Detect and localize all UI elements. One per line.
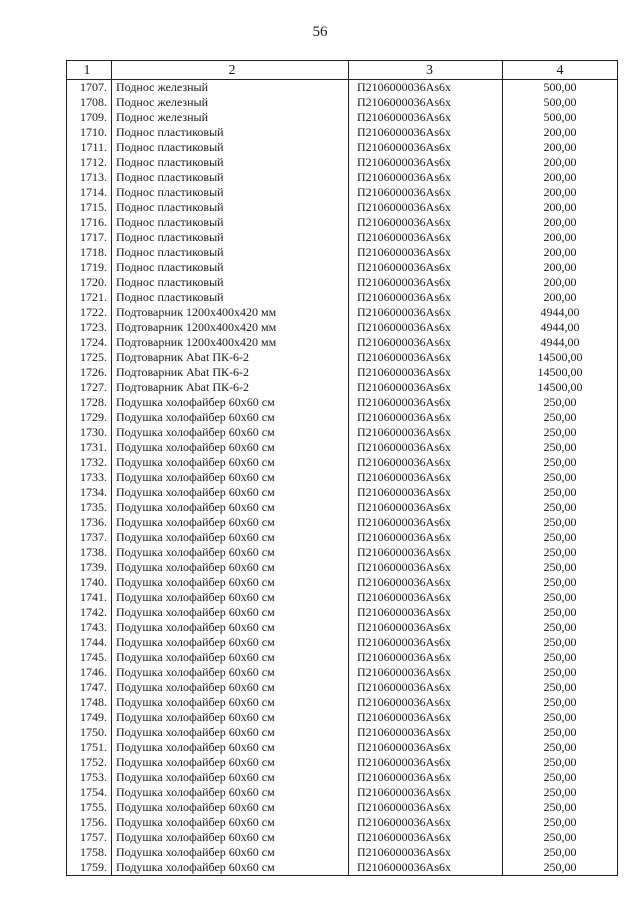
table-row xyxy=(67,500,618,515)
row-number: 1719. xyxy=(67,260,112,275)
row-number: 1714. xyxy=(67,185,112,200)
item-price: 200,00 xyxy=(503,215,618,230)
item-name: Подушка холофайбер 60x60 см xyxy=(112,695,349,710)
inventory-code: П2106000036Аs6х xyxy=(349,530,503,545)
item-price: 250,00 xyxy=(503,725,618,740)
inventory-code: П2106000036Аs6х xyxy=(349,215,503,230)
inventory-code: П2106000036Аs6х xyxy=(349,275,503,290)
item-name: Поднос пластиковый xyxy=(112,215,349,230)
item-price: 250,00 xyxy=(503,470,618,485)
item-name: Подтоварник Abat ПК-6-2 xyxy=(112,350,349,365)
table-row xyxy=(67,410,618,425)
inventory-code: П2106000036Аs6х xyxy=(349,95,503,110)
table-header-row xyxy=(67,61,618,80)
table-row xyxy=(67,455,618,470)
item-name: Подушка холофайбер 60x60 см xyxy=(112,560,349,575)
table-row xyxy=(67,185,618,200)
table-row xyxy=(67,140,618,155)
row-number: 1759. xyxy=(67,860,112,876)
item-name: Поднос пластиковый xyxy=(112,140,349,155)
item-name: Подушка холофайбер 60x60 см xyxy=(112,485,349,500)
inventory-code: П2106000036Аs6х xyxy=(349,725,503,740)
row-number: 1724. xyxy=(67,335,112,350)
row-number: 1740. xyxy=(67,575,112,590)
item-price: 200,00 xyxy=(503,170,618,185)
item-price: 250,00 xyxy=(503,845,618,860)
column-header-4: 4 xyxy=(503,61,618,80)
table-row xyxy=(67,380,618,395)
table-row xyxy=(67,155,618,170)
row-number: 1739. xyxy=(67,560,112,575)
row-number: 1750. xyxy=(67,725,112,740)
item-price: 250,00 xyxy=(503,800,618,815)
inventory-code: П2106000036Аs6х xyxy=(349,635,503,650)
item-name: Поднос пластиковый xyxy=(112,185,349,200)
item-name: Подушка холофайбер 60x60 см xyxy=(112,680,349,695)
item-price: 200,00 xyxy=(503,245,618,260)
row-number: 1742. xyxy=(67,605,112,620)
table-row xyxy=(67,830,618,845)
inventory-code: П2106000036Аs6х xyxy=(349,395,503,410)
item-name: Поднос пластиковый xyxy=(112,200,349,215)
item-name: Подушка холофайбер 60x60 см xyxy=(112,455,349,470)
row-number: 1720. xyxy=(67,275,112,290)
item-name: Поднос пластиковый xyxy=(112,155,349,170)
item-name: Подушка холофайбер 60x60 см xyxy=(112,815,349,830)
inventory-code: П2106000036Аs6х xyxy=(349,470,503,485)
inventory-code: П2106000036Аs6х xyxy=(349,680,503,695)
item-price: 250,00 xyxy=(503,485,618,500)
row-number: 1716. xyxy=(67,215,112,230)
item-price: 200,00 xyxy=(503,260,618,275)
item-price: 500,00 xyxy=(503,95,618,110)
row-number: 1725. xyxy=(67,350,112,365)
row-number: 1723. xyxy=(67,320,112,335)
item-price: 250,00 xyxy=(503,530,618,545)
table-row xyxy=(67,515,618,530)
item-name: Поднос пластиковый xyxy=(112,245,349,260)
row-number: 1722. xyxy=(67,305,112,320)
item-name: Подушка холофайбер 60x60 см xyxy=(112,710,349,725)
row-number: 1730. xyxy=(67,425,112,440)
item-name: Подушка холофайбер 60x60 см xyxy=(112,530,349,545)
item-name: Подушка холофайбер 60x60 см xyxy=(112,635,349,650)
row-number: 1712. xyxy=(67,155,112,170)
item-price: 250,00 xyxy=(503,635,618,650)
item-name: Подушка холофайбер 60x60 см xyxy=(112,605,349,620)
item-price: 200,00 xyxy=(503,140,618,155)
page-number: 56 xyxy=(312,24,328,40)
row-number: 1747. xyxy=(67,680,112,695)
row-number: 1752. xyxy=(67,755,112,770)
item-price: 250,00 xyxy=(503,500,618,515)
table-row xyxy=(67,710,618,725)
item-name: Подушка холофайбер 60x60 см xyxy=(112,545,349,560)
row-number: 1734. xyxy=(67,485,112,500)
table-row xyxy=(67,425,618,440)
item-price: 250,00 xyxy=(503,860,618,876)
row-number: 1751. xyxy=(67,740,112,755)
inventory-code: П2106000036Аs6х xyxy=(349,170,503,185)
table-row xyxy=(67,860,618,876)
item-price: 200,00 xyxy=(503,275,618,290)
item-price: 250,00 xyxy=(503,590,618,605)
item-price: 200,00 xyxy=(503,200,618,215)
item-price: 200,00 xyxy=(503,230,618,245)
row-number: 1743. xyxy=(67,620,112,635)
inventory-code: П2106000036Аs6х xyxy=(349,545,503,560)
table-row xyxy=(67,650,618,665)
table-row xyxy=(67,440,618,455)
row-number: 1758. xyxy=(67,845,112,860)
item-name: Подушка холофайбер 60x60 см xyxy=(112,725,349,740)
item-name: Поднос железный xyxy=(112,95,349,110)
row-number: 1745. xyxy=(67,650,112,665)
table-body xyxy=(67,80,618,876)
table-row xyxy=(67,665,618,680)
item-price: 250,00 xyxy=(503,770,618,785)
row-number: 1731. xyxy=(67,440,112,455)
inventory-code: П2106000036Аs6х xyxy=(349,560,503,575)
item-price: 250,00 xyxy=(503,680,618,695)
inventory-code: П2106000036Аs6х xyxy=(349,140,503,155)
row-number: 1729. xyxy=(67,410,112,425)
inventory-code: П2106000036Аs6х xyxy=(349,350,503,365)
row-number: 1754. xyxy=(67,785,112,800)
item-name: Подушка холофайбер 60x60 см xyxy=(112,800,349,815)
item-price: 200,00 xyxy=(503,290,618,305)
table-row xyxy=(67,125,618,140)
item-name: Подушка холофайбер 60x60 см xyxy=(112,515,349,530)
table-row xyxy=(67,785,618,800)
inventory-code: П2106000036Аs6х xyxy=(349,80,503,96)
item-price: 250,00 xyxy=(503,710,618,725)
item-name: Подтоварник 1200x400x420 мм xyxy=(112,335,349,350)
item-price: 4944,00 xyxy=(503,305,618,320)
table-row xyxy=(67,605,618,620)
table-row xyxy=(67,545,618,560)
row-number: 1738. xyxy=(67,545,112,560)
item-price: 250,00 xyxy=(503,395,618,410)
inventory-code: П2106000036Аs6х xyxy=(349,830,503,845)
column-header-1: 1 xyxy=(67,61,112,80)
table-row xyxy=(67,95,618,110)
item-price: 250,00 xyxy=(503,755,618,770)
row-number: 1749. xyxy=(67,710,112,725)
row-number: 1744. xyxy=(67,635,112,650)
item-name: Поднос пластиковый xyxy=(112,230,349,245)
item-price: 4944,00 xyxy=(503,335,618,350)
row-number: 1711. xyxy=(67,140,112,155)
inventory-code: П2106000036Аs6х xyxy=(349,755,503,770)
row-number: 1753. xyxy=(67,770,112,785)
item-price: 250,00 xyxy=(503,815,618,830)
item-price: 250,00 xyxy=(503,515,618,530)
inventory-code: П2106000036Аs6х xyxy=(349,410,503,425)
row-number: 1735. xyxy=(67,500,112,515)
item-price: 250,00 xyxy=(503,830,618,845)
row-number: 1737. xyxy=(67,530,112,545)
row-number: 1721. xyxy=(67,290,112,305)
row-number: 1748. xyxy=(67,695,112,710)
row-number: 1707. xyxy=(67,80,112,96)
row-number: 1746. xyxy=(67,665,112,680)
item-name: Подушка холофайбер 60x60 см xyxy=(112,785,349,800)
item-name: Поднос железный xyxy=(112,80,349,96)
item-price: 250,00 xyxy=(503,410,618,425)
item-name: Подушка холофайбер 60x60 см xyxy=(112,650,349,665)
row-number: 1756. xyxy=(67,815,112,830)
inventory-code: П2106000036Аs6х xyxy=(349,770,503,785)
table-row xyxy=(67,365,618,380)
item-price: 14500,00 xyxy=(503,380,618,395)
row-number: 1733. xyxy=(67,470,112,485)
table-row xyxy=(67,260,618,275)
table-row xyxy=(67,725,618,740)
table-row xyxy=(67,335,618,350)
table-row xyxy=(67,470,618,485)
row-number: 1757. xyxy=(67,830,112,845)
item-name: Подтоварник Abat ПК-6-2 xyxy=(112,365,349,380)
inventory-code: П2106000036Аs6х xyxy=(349,230,503,245)
inventory-code: П2106000036Аs6х xyxy=(349,740,503,755)
row-number: 1726. xyxy=(67,365,112,380)
table-row xyxy=(67,110,618,125)
table-row xyxy=(67,620,618,635)
row-number: 1755. xyxy=(67,800,112,815)
table-row xyxy=(67,275,618,290)
table-row xyxy=(67,80,618,96)
table-row xyxy=(67,320,618,335)
table-row xyxy=(67,695,618,710)
item-price: 14500,00 xyxy=(503,365,618,380)
inventory-code: П2106000036Аs6х xyxy=(349,335,503,350)
item-name: Подушка холофайбер 60x60 см xyxy=(112,755,349,770)
inventory-code: П2106000036Аs6х xyxy=(349,620,503,635)
inventory-code: П2106000036Аs6х xyxy=(349,200,503,215)
item-price: 250,00 xyxy=(503,575,618,590)
inventory-code: П2106000036Аs6х xyxy=(349,320,503,335)
inventory-code: П2106000036Аs6х xyxy=(349,110,503,125)
table-row xyxy=(67,740,618,755)
item-price: 250,00 xyxy=(503,740,618,755)
inventory-code: П2106000036Аs6х xyxy=(349,425,503,440)
inventory-code: П2106000036Аs6х xyxy=(349,785,503,800)
item-name: Поднос пластиковый xyxy=(112,260,349,275)
inventory-code: П2106000036Аs6х xyxy=(349,845,503,860)
item-name: Поднос пластиковый xyxy=(112,170,349,185)
item-name: Поднос пластиковый xyxy=(112,125,349,140)
item-name: Подушка холофайбер 60x60 см xyxy=(112,575,349,590)
inventory-code: П2106000036Аs6х xyxy=(349,380,503,395)
item-price: 500,00 xyxy=(503,80,618,96)
item-name: Подтоварник Abat ПК-6-2 xyxy=(112,380,349,395)
item-name: Подтоварник 1200x400x420 мм xyxy=(112,305,349,320)
inventory-code: П2106000036Аs6х xyxy=(349,305,503,320)
item-name: Подушка холофайбер 60x60 см xyxy=(112,830,349,845)
table-row xyxy=(67,575,618,590)
item-price: 250,00 xyxy=(503,665,618,680)
table-row xyxy=(67,200,618,215)
inventory-code: П2106000036Аs6х xyxy=(349,290,503,305)
item-name: Подушка холофайбер 60x60 см xyxy=(112,470,349,485)
item-name: Подушка холофайбер 60x60 см xyxy=(112,845,349,860)
item-name: Подушка холофайбер 60x60 см xyxy=(112,500,349,515)
inventory-code: П2106000036Аs6х xyxy=(349,260,503,275)
table-row xyxy=(67,755,618,770)
inventory-code: П2106000036Аs6х xyxy=(349,815,503,830)
item-price: 250,00 xyxy=(503,695,618,710)
inventory-code: П2106000036Аs6х xyxy=(349,710,503,725)
inventory-code: П2106000036Аs6х xyxy=(349,440,503,455)
table-row xyxy=(67,560,618,575)
table-row xyxy=(67,170,618,185)
row-number: 1709. xyxy=(67,110,112,125)
table-row xyxy=(67,305,618,320)
item-name: Поднос пластиковый xyxy=(112,290,349,305)
item-price: 250,00 xyxy=(503,455,618,470)
table-row xyxy=(67,680,618,695)
inventory-code: П2106000036Аs6х xyxy=(349,590,503,605)
inventory-code: П2106000036Аs6х xyxy=(349,515,503,530)
row-number: 1717. xyxy=(67,230,112,245)
table-row xyxy=(67,395,618,410)
item-name: Поднос пластиковый xyxy=(112,275,349,290)
item-name: Подушка холофайбер 60x60 см xyxy=(112,410,349,425)
column-header-3: 3 xyxy=(349,61,503,80)
table-row xyxy=(67,485,618,500)
column-header-2: 2 xyxy=(112,61,349,80)
row-number: 1715. xyxy=(67,200,112,215)
item-name: Подушка холофайбер 60x60 см xyxy=(112,740,349,755)
inventory-code: П2106000036Аs6х xyxy=(349,455,503,470)
inventory-code: П2106000036Аs6х xyxy=(349,245,503,260)
item-name: Подушка холофайбер 60x60 см xyxy=(112,590,349,605)
inventory-code: П2106000036Аs6х xyxy=(349,650,503,665)
item-price: 250,00 xyxy=(503,650,618,665)
row-number: 1710. xyxy=(67,125,112,140)
item-name: Поднос железный xyxy=(112,110,349,125)
inventory-code: П2106000036Аs6х xyxy=(349,500,503,515)
table-row xyxy=(67,350,618,365)
table-row xyxy=(67,290,618,305)
row-number: 1736. xyxy=(67,515,112,530)
item-price: 250,00 xyxy=(503,425,618,440)
table-row xyxy=(67,245,618,260)
table-row xyxy=(67,815,618,830)
item-name: Подушка холофайбер 60x60 см xyxy=(112,440,349,455)
inventory-code: П2106000036Аs6х xyxy=(349,185,503,200)
table-row xyxy=(67,230,618,245)
inventory-code: П2106000036Аs6х xyxy=(349,485,503,500)
item-price: 250,00 xyxy=(503,440,618,455)
inventory-code: П2106000036Аs6х xyxy=(349,605,503,620)
row-number: 1728. xyxy=(67,395,112,410)
table-row xyxy=(67,215,618,230)
table-row xyxy=(67,845,618,860)
inventory-code: П2106000036Аs6х xyxy=(349,155,503,170)
item-price: 200,00 xyxy=(503,185,618,200)
table-row xyxy=(67,530,618,545)
item-price: 250,00 xyxy=(503,785,618,800)
row-number: 1718. xyxy=(67,245,112,260)
inventory-table xyxy=(66,60,618,876)
item-name: Подтоварник 1200x400x420 мм xyxy=(112,320,349,335)
table-row xyxy=(67,590,618,605)
item-name: Подушка холофайбер 60x60 см xyxy=(112,770,349,785)
row-number: 1727. xyxy=(67,380,112,395)
inventory-code: П2106000036Аs6х xyxy=(349,860,503,876)
item-price: 14500,00 xyxy=(503,350,618,365)
inventory-code: П2106000036Аs6х xyxy=(349,365,503,380)
item-price: 4944,00 xyxy=(503,320,618,335)
row-number: 1732. xyxy=(67,455,112,470)
item-price: 250,00 xyxy=(503,620,618,635)
table-row xyxy=(67,800,618,815)
table-row xyxy=(67,635,618,650)
item-price: 250,00 xyxy=(503,545,618,560)
inventory-code: П2106000036Аs6х xyxy=(349,125,503,140)
row-number: 1741. xyxy=(67,590,112,605)
row-number: 1708. xyxy=(67,95,112,110)
item-price: 250,00 xyxy=(503,605,618,620)
item-name: Подушка холофайбер 60x60 см xyxy=(112,620,349,635)
item-name: Подушка холофайбер 60x60 см xyxy=(112,860,349,876)
item-name: Подушка холофайбер 60x60 см xyxy=(112,395,349,410)
inventory-code: П2106000036Аs6х xyxy=(349,800,503,815)
item-name: Подушка холофайбер 60x60 см xyxy=(112,665,349,680)
inventory-code: П2106000036Аs6х xyxy=(349,695,503,710)
item-price: 200,00 xyxy=(503,155,618,170)
item-price: 500,00 xyxy=(503,110,618,125)
item-price: 200,00 xyxy=(503,125,618,140)
item-name: Подушка холофайбер 60x60 см xyxy=(112,425,349,440)
inventory-code: П2106000036Аs6х xyxy=(349,665,503,680)
inventory-code: П2106000036Аs6х xyxy=(349,575,503,590)
table-row xyxy=(67,770,618,785)
row-number: 1713. xyxy=(67,170,112,185)
item-price: 250,00 xyxy=(503,560,618,575)
